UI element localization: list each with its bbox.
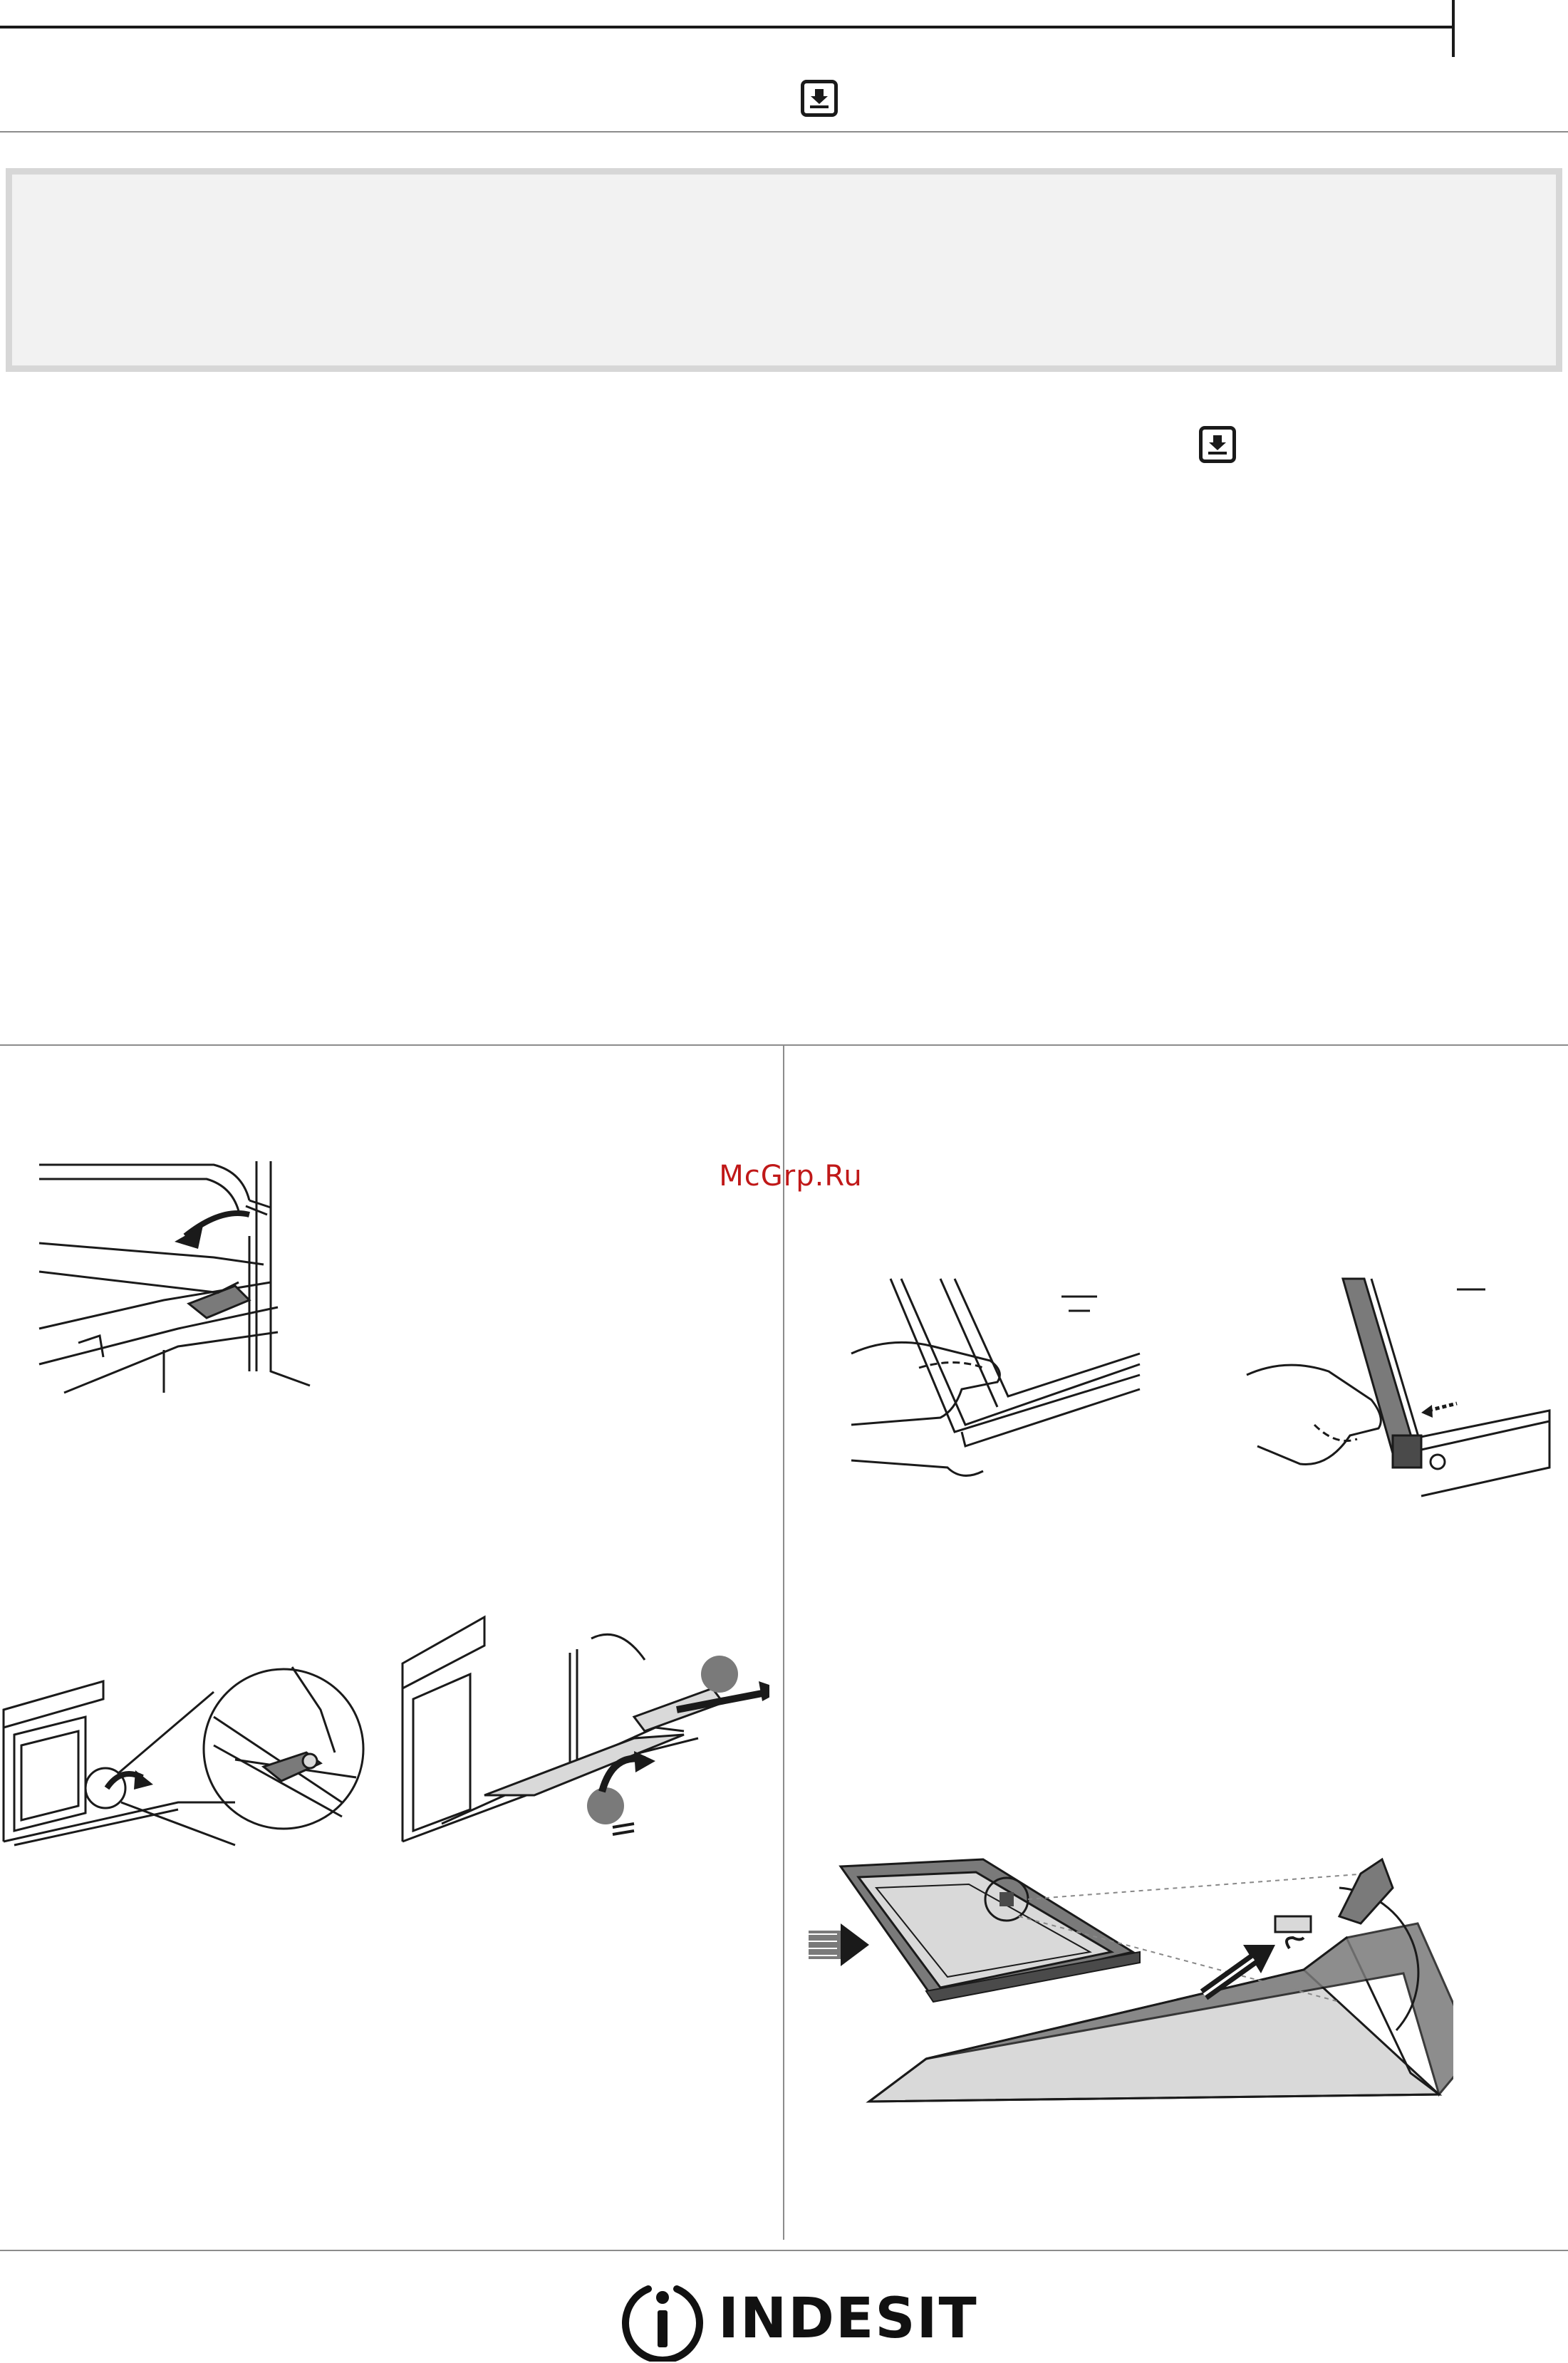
glass-insertion-illustration [798, 1845, 1453, 2116]
watermark: McGrp.Ru [719, 1160, 863, 1193]
brand-logo [620, 2276, 978, 2362]
glass-release-illustration [848, 1275, 1147, 1503]
download-arrow-icon [808, 87, 831, 110]
indesit-logo-icon [620, 2276, 705, 2362]
download-box-icon-body [1199, 426, 1236, 463]
download-arrow-icon [1206, 433, 1229, 456]
top-corner-tick [1452, 0, 1455, 57]
top-rule [0, 26, 1453, 28]
glass-clip-illustration [1243, 1275, 1557, 1510]
notice-box [6, 168, 1562, 372]
door-pull-out-illustration [399, 1610, 769, 1852]
header-bottom-rule [0, 131, 1568, 133]
brand-name: INDESIT [718, 2287, 978, 2351]
column-divider [783, 1046, 784, 2240]
door-removal-illustration [0, 1638, 370, 1852]
footer-rule [0, 2250, 1568, 2251]
download-box-icon [801, 80, 838, 117]
hinge-lever-illustration [36, 1158, 313, 1396]
